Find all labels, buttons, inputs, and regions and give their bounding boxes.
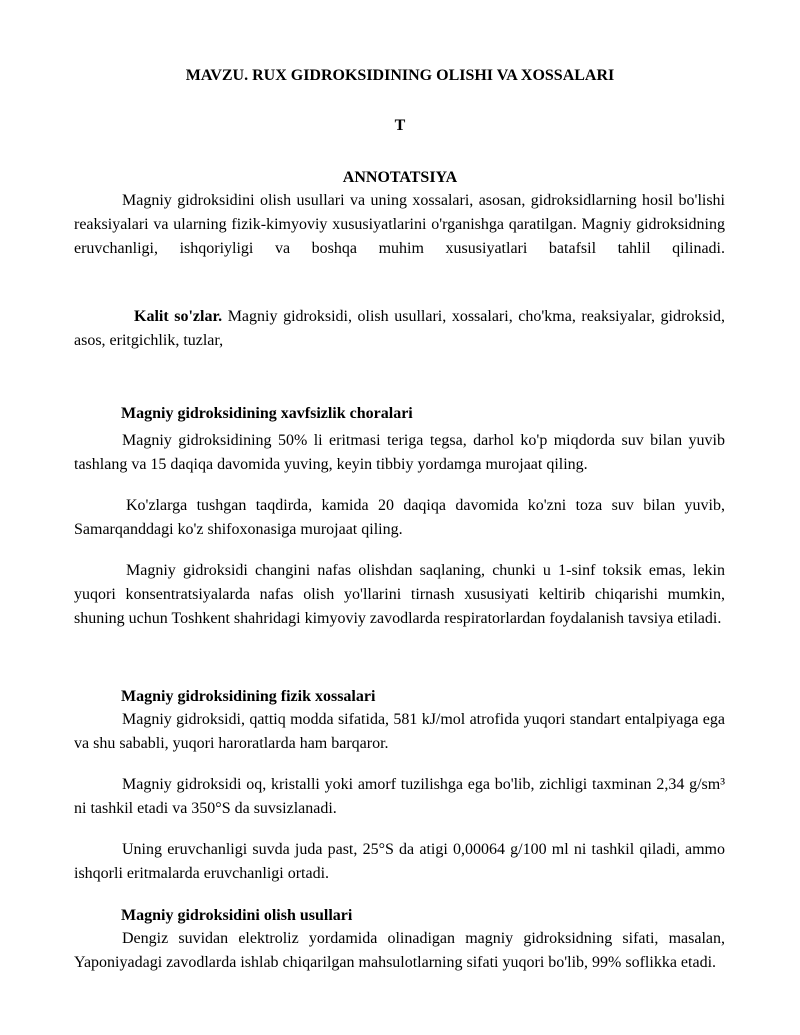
safety-heading: Magniy gidroksidining xavfsizlik choralari bbox=[121, 405, 413, 422]
single-letter-heading: T bbox=[394, 117, 406, 134]
physical-paragraph-2: Magniy gidroksidi oq, kristalli yoki amorf tuzilishga ega bo'lib, zichligi taxminan 2,34 g/sm³ ni tashkil etadi va 350°S da suvsizlanadi. bbox=[74, 776, 725, 817]
keywords-text: Magniy gidroksidi, olish usullari, xossalari, cho'kma, reaksiyalar, gidroksid, asos, eritgichlik, tuzlar, bbox=[74, 308, 725, 349]
keywords-label: Kalit so'zlar. bbox=[134, 308, 223, 325]
safety-paragraph-2: Ko'zlarga tushgan taqdirda, kamida 20 daqiqa davomida ko'zni toza suv bilan yuvib, Samarqanddagi ko'z shifoxonasiga murojaat qiling. bbox=[74, 497, 725, 538]
keywords-paragraph bbox=[74, 305, 725, 353]
annotation-heading: ANNOTATSIYA bbox=[342, 169, 458, 186]
physical-paragraph-3: Uning eruvchanligi suvda juda past, 25°S da atigi 0,00064 g/100 ml ni tashkil qiladi, ammo ishqorli eritmalarda eruvchanligi ortadi. bbox=[74, 841, 725, 882]
safety-paragraph-3: Magniy gidroksidi changini nafas olishdan saqlaning, chunki u 1-sinf toksik emas, lekin yuqori konsentratsiyalarda nafas olish yo'llarini tirnash xususiyati keltirib chiqarishi mumkin, shuning uchun Toshkent shahridagi kimyoviy zavodlarda respiratorlardan foydalanish tavsiya etiladi. bbox=[74, 562, 725, 627]
production-paragraph-1: Dengiz suvidan elektroliz yordamida olinadigan magniy gidroksidning sifati, masalan, Yaponiyadagi zavodlarda ishlab chiqarilgan mahsulotlarning sifati yuqori bo'lib, 99% soflikka etadi. bbox=[74, 930, 725, 971]
production-heading: Magniy gidroksidini olish usullari bbox=[121, 907, 353, 924]
document-title: MAVZU. RUX GIDROKSIDINING OLISHI VA XOSSALARI bbox=[185, 67, 615, 84]
physical-paragraph-1: Magniy gidroksidi, qattiq modda sifatida, 581 kJ/mol atrofida yuqori standart entalpiyaga ega va shu sababli, yuqori haroratlarda ham barqaror. bbox=[74, 711, 725, 752]
annotation-paragraph: Magniy gidroksidini olish usullari va uning xossalari, asosan, gidroksidlarning hosil bo'lishi reaksiyalari va ularning fizik-kimyoviy xususiyatlarini o'rganishga qaratilgan. Magniy gidroksidning eruvchanligi, ishqoriyligi va boshqa muhim xususiyatlari batafsil tahlil qilinadi. bbox=[74, 192, 725, 257]
safety-paragraph-1: Magniy gidroksidining 50% li eritmasi teriga tegsa, darhol ko'p miqdorda suv bilan yuvib tashlang va 15 daqiqa davomida yuving, keyin tibbiy yordamga murojaat qiling. bbox=[74, 432, 725, 473]
physical-heading: Magniy gidroksidining fizik xossalari bbox=[121, 688, 376, 705]
